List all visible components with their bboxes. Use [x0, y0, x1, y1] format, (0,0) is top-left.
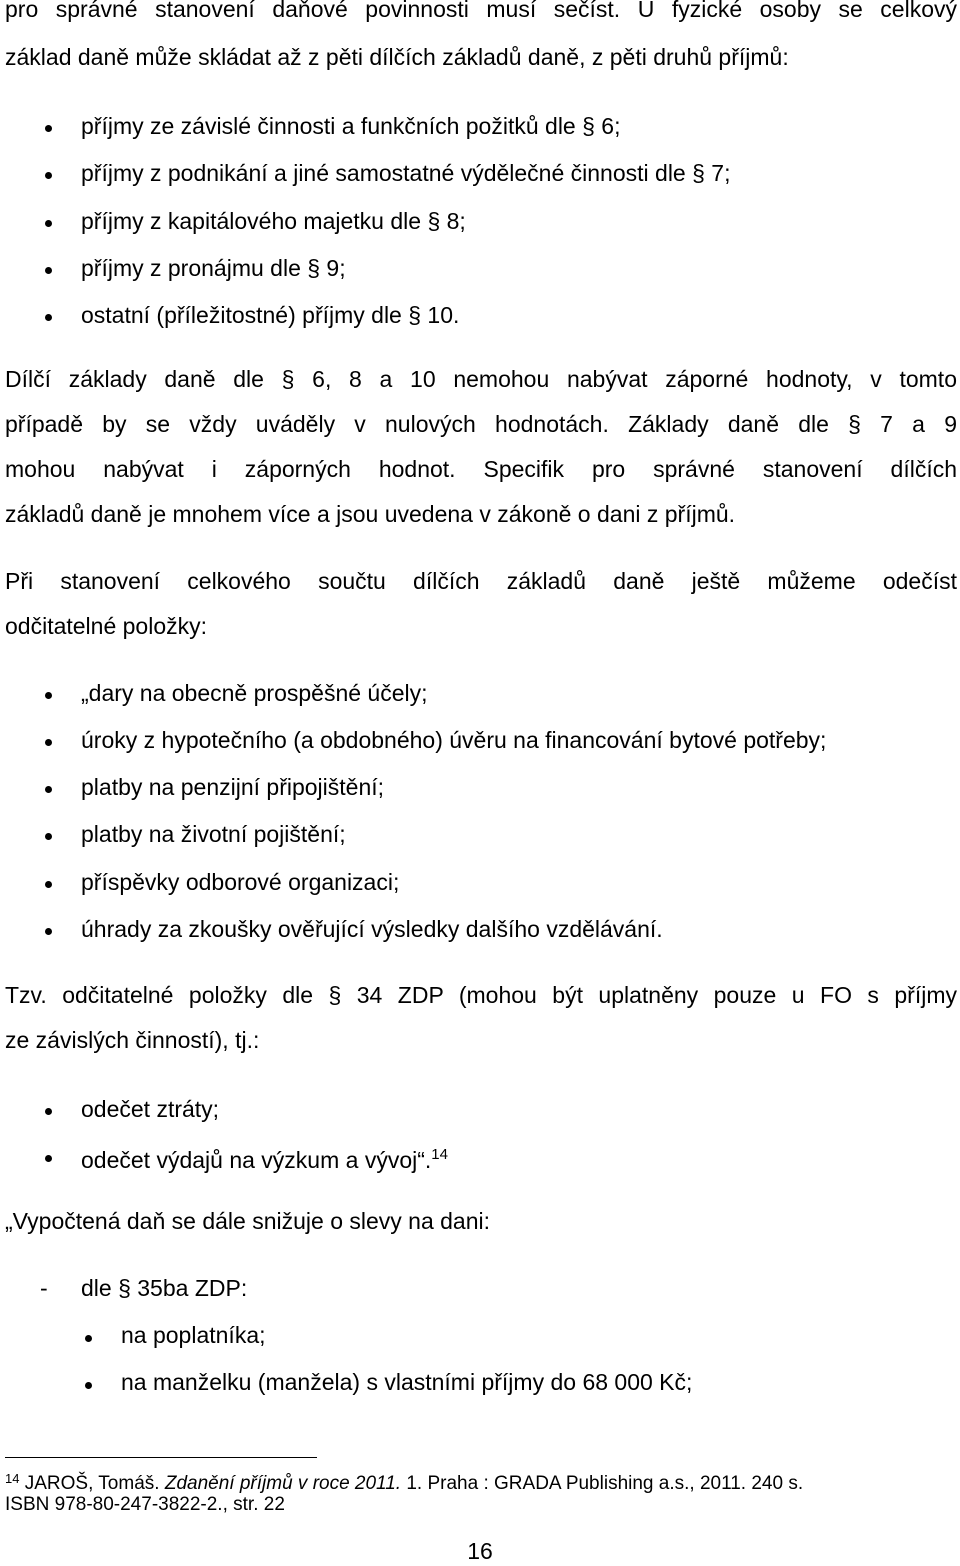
list-item: příjmy z pronájmu dle § 9; — [81, 255, 346, 281]
bullet-icon — [45, 1155, 52, 1162]
page-number: 16 — [467, 1538, 493, 1564]
bullet-icon — [45, 928, 52, 935]
paragraph-2-line-1: Dílčí základy daně dle § 6, 8 a 10 nemohou nabývat záporné hodnoty, v tomto — [5, 366, 957, 392]
list-item — [81, 1140, 448, 1175]
bullet-icon — [45, 220, 52, 227]
bullet-icon — [85, 1335, 92, 1342]
footnote-line-1 — [5, 1467, 803, 1496]
sub-list-item: na manželku (manžela) s vlastními příjmy do 68 000 Kč; — [121, 1369, 693, 1395]
bullet-icon — [45, 172, 52, 179]
footnote-author: JAROŠ, Tomáš. — [24, 1473, 160, 1494]
footnote-title: Zdanění příjmů v roce 2011. — [164, 1473, 402, 1494]
bullet-icon — [45, 314, 52, 321]
paragraph-5: „Vypočtená daň se dále snižuje o slevy na dani: — [5, 1208, 491, 1234]
bullet-icon — [45, 786, 52, 793]
footnote-publisher: 1. Praha : GRADA Publishing a.s., 2011. 240 s. — [406, 1473, 804, 1494]
dash-item-text: dle § 35ba ZDP: — [81, 1275, 248, 1301]
list-item: úroky z hypotečního (a obdobného) úvěru na financování bytové potřeby; — [81, 727, 827, 753]
paragraph-4-line-2: ze závislých činností), tj.: — [5, 1027, 260, 1053]
paragraph-3-line-2: odčitatelné položky: — [5, 613, 208, 639]
bullet-icon — [45, 267, 52, 274]
intro-line-1: pro správné stanovení daňové povinnosti musí sečíst. U fyzické osoby se celkový — [5, 0, 957, 22]
list-item: úhrady za zkoušky ověřující výsledky dalšího vzdělávání. — [81, 916, 663, 942]
list-item: příjmy z podnikání a jiné samostatné výdělečné činnosti dle § 7; — [81, 160, 731, 186]
list-item: příjmy ze závislé činnosti a funkčních požitků dle § 6; — [81, 113, 621, 139]
bullet-icon — [85, 1382, 92, 1389]
list-item: platby na penzijní připojištění; — [81, 774, 385, 800]
list-item: platby na životní pojištění; — [81, 821, 346, 847]
bullet-icon — [45, 692, 52, 699]
list-item: „dary na obecně prospěšné účely; — [81, 680, 428, 706]
list-item-text: odečet výdajů na výzkum a vývoj“. — [81, 1147, 432, 1173]
dash-marker: - — [40, 1275, 48, 1301]
bullet-icon — [45, 1108, 52, 1115]
list-item: příjmy z kapitálového majetku dle § 8; — [81, 208, 466, 234]
intro-line-2: základ daně může skládat až z pěti dílčích základů daně, z pěti druhů příjmů: — [5, 44, 789, 70]
footnote-line-2: ISBN 978-80-247-3822-2., str. 22 — [5, 1494, 285, 1515]
bullet-icon — [45, 125, 52, 132]
footnote-reference[interactable]: 14 — [431, 1146, 448, 1163]
bullet-icon — [45, 833, 52, 840]
paragraph-3-line-1: Při stanovení celkového součtu dílčích základů daně ještě můžeme odečíst — [5, 568, 957, 594]
paragraph-2-line-2: případě by se vždy uváděly v nulových hodnotách. Základy daně dle § 7 a 9 — [5, 411, 957, 437]
bullet-icon — [45, 739, 52, 746]
list-item: odečet ztráty; — [81, 1096, 220, 1122]
list-item: příspěvky odborové organizaci; — [81, 869, 400, 895]
sub-list-item: na poplatníka; — [121, 1322, 266, 1348]
bullet-icon — [45, 881, 52, 888]
paragraph-4-line-1: Tzv. odčitatelné položky dle § 34 ZDP (mohou být uplatněny pouze u FO s příjmy — [5, 982, 957, 1008]
footnote-separator — [5, 1457, 317, 1458]
footnote-number: 14 — [5, 1471, 20, 1486]
paragraph-2-line-3: mohou nabývat i záporných hodnot. Specifik pro správné stanovení dílčích — [5, 456, 957, 482]
paragraph-2-line-4: základů daně je mnohem více a jsou uvedena v zákoně o dani z příjmů. — [5, 501, 736, 527]
list-item: ostatní (příležitostné) příjmy dle § 10. — [81, 302, 460, 328]
